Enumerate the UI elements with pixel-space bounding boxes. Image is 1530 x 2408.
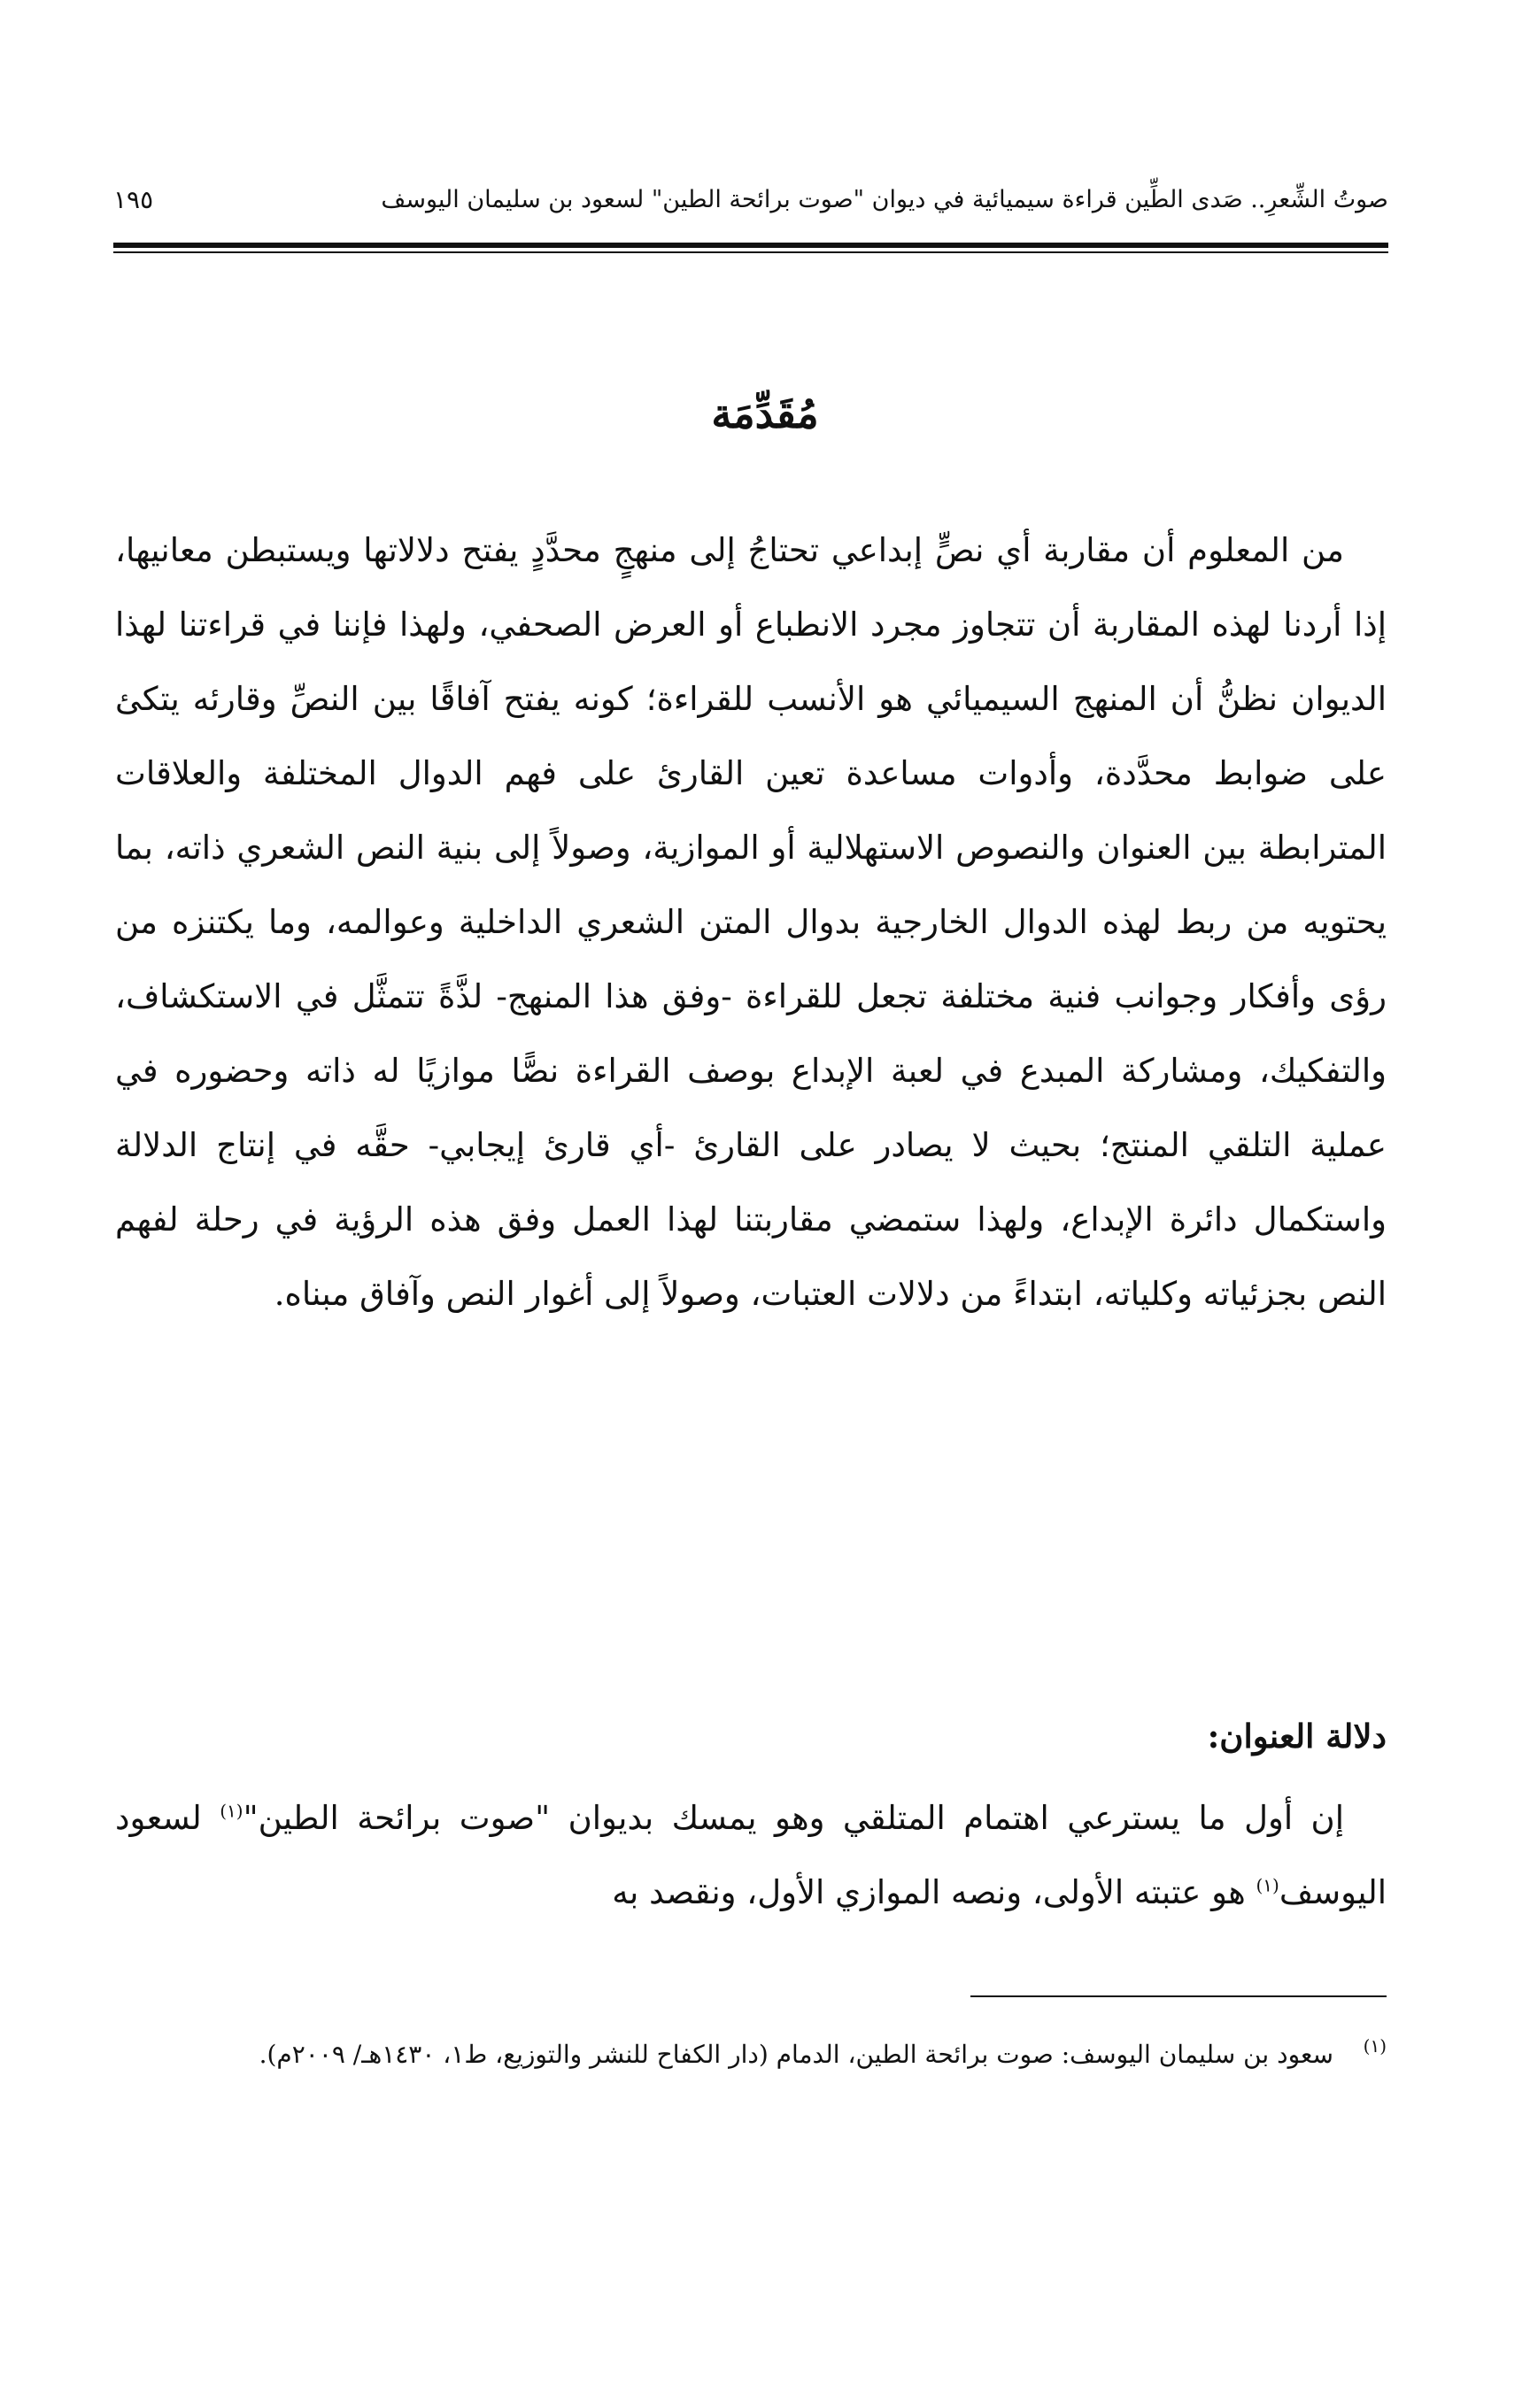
intro-section xyxy=(115,513,1387,1331)
title-paragraph-part3: هو عتبته الأولى، ونصه الموازي الأول، ونقصد به xyxy=(612,1873,1256,1911)
intro-paragraph: من المعلوم أن مقاربة أي نصٍّ إبداعي تحتاجُ إلى منهجٍ محدَّدٍ يفتح دلالاتها ويستبطن معانيها، إذا أردنا لهذه المقاربة أن تتجاوز مجرد الانطباع أو العرض الصحفي، ولهذا فإننا في قراءتنا لهذا الديوان نظنُّ أن المنهج السيميائي هو الأنسب للقراءة؛ كونه يفتح آفاقًا بين النصِّ وقارئه يتكئ على ضوابط محدَّدة، وأدوات مساعدة تعين القارئ على فهم الدوال المختلفة والعلاقات المترابطة بين العنوان والنصوص الاستهلالية أو الموازية، وصولاً إلى بنية النص الشعري ذاته، بما يحتويه من ربط لهذه الدوال الخارجية بدوال المتن الشعري الداخلية وعوالمه، وما يكتنزه من رؤى وأفكار وجوانب فنية مختلفة تجعل للقراءة -وفق هذا المنهج- لذَّةً تتمثَّل في الاستكشاف، والتفكيك، ومشاركة المبدع في لعبة الإبداع بوصف القراءة نصًّا موازيًا له ذاته وحضوره في عملية التلقي المنتج؛ بحيث لا يصادر على القارئ -أي قارئ إيجابي- حقَّه في إنتاج الدلالة واستكمال دائرة الإبداع، ولهذا ستمضي مقاربتنا لهذا العمل وفق هذه الرؤية في رحلة لفهم النص بجزئياته وكلياته، ابتداءً من دلالات العتبات، وصولاً إلى أغوار النص وآفاق مبناه. xyxy=(115,531,1387,1313)
footnote-separator xyxy=(970,1995,1387,1997)
footnote-ref-2[interactable]: (١) xyxy=(1256,1874,1279,1896)
footnote-text: سعود بن سليمان اليوسف: صوت برائحة الطين، الدمام (دار الكفاح للنشر والتوزيع، ط١، ١٤٣٠هـ/ ٢٠٠٩م). xyxy=(259,2040,1333,2069)
running-header xyxy=(113,174,1388,227)
subheading-title-significance: دلالة العنوان: xyxy=(1207,1717,1387,1756)
title-paragraph-part2: لسعود اليوسف xyxy=(115,1799,1387,1911)
title-paragraph-part1: إن أول ما يسترعي اهتمام المتلقي وهو يمسك بديوان "صوت برائحة الطين" xyxy=(243,1799,1345,1837)
page-number: ١٩٥ xyxy=(113,185,154,214)
footnote-ref-1[interactable]: (١) xyxy=(220,1800,243,1822)
header-rule xyxy=(113,243,1388,248)
footnotes xyxy=(115,2027,1387,2082)
footnote xyxy=(115,2027,1387,2082)
running-title: صوتُ الشِّعرِ.. صَدى الطِّين قراءة سيميائية في ديوان "صوت برائحة الطين" لسعود بن سليمان اليوسف xyxy=(381,186,1388,213)
header-rule-thin xyxy=(113,251,1388,253)
title-section xyxy=(115,1781,1387,1930)
section-title: مُقَدِّمَة xyxy=(711,390,819,437)
title-paragraph xyxy=(115,1781,1387,1930)
footnote-marker: (١) xyxy=(1363,2035,1387,2057)
